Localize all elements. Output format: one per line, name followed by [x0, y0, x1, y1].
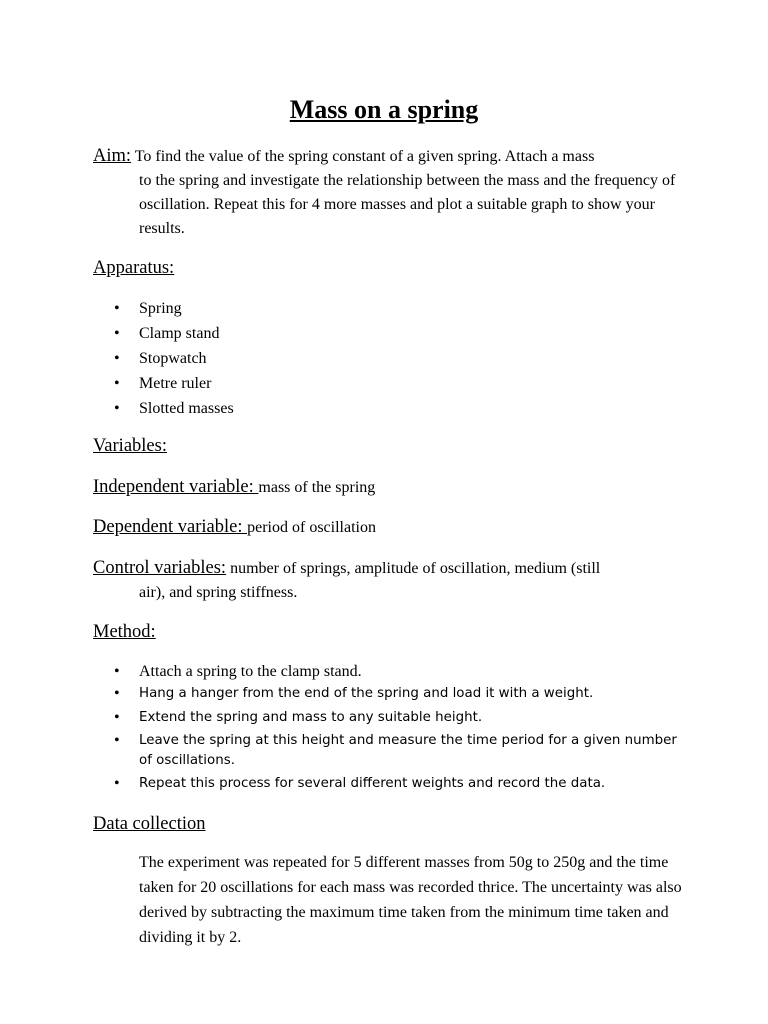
control-variables: [93, 556, 693, 605]
list-item: • Metre ruler: [0, 371, 234, 396]
data-collection-heading: Data collection: [93, 814, 206, 834]
data-collection-text: The experiment was repeated for 5 different masses from 50g to 250g and the time taken for 20 oscillations for each mass was recorded thrice. The uncertainty was also derived by subtracting the maximum time taken from the minimum time taken and dividing it by 2.: [139, 854, 682, 946]
list-item: • Repeat this process for several different weights and record the data.: [114, 774, 606, 792]
control-first: number of springs, amplitude of oscillation, medium (still: [226, 560, 601, 577]
list-item: • Hang a hanger from the end of the spring and load it with a weight.: [114, 685, 594, 702]
method-list: [0, 659, 680, 797]
bullet-icon: •: [114, 774, 120, 792]
dependent-label: Dependent variable:: [93, 517, 248, 537]
dependent-value: period of oscillation: [247, 519, 376, 536]
aim-text-first: To find the value of the spring constant of a given spring. Attach a mass: [134, 148, 595, 165]
control-rest: air), and spring stiffness.: [139, 584, 298, 601]
bullet-icon: •: [114, 685, 120, 702]
independent-label: Independent variable:: [93, 477, 259, 497]
list-item: • Slotted masses: [0, 396, 234, 421]
independent-value: mass of the spring: [258, 479, 376, 496]
variables-heading: Variables:: [93, 436, 167, 456]
bullet-icon: •: [114, 400, 120, 417]
independent-variable: [93, 475, 375, 500]
bullet-icon: •: [114, 708, 120, 726]
list-item: • Stopwatch: [0, 346, 234, 371]
bullet-icon: •: [114, 663, 120, 680]
apparatus-list: [0, 296, 234, 421]
aim-text-rest: to the spring and investigate the relationship between the mass and the frequency of oscillation. Repeat this for 4 more masses and plot a suitable graph to show your results.: [139, 172, 676, 237]
method-heading: Method:: [93, 622, 156, 642]
apparatus-heading: Apparatus:: [93, 258, 175, 278]
bullet-icon: •: [114, 350, 120, 367]
list-item: • Spring: [0, 296, 234, 321]
page-title: Mass on a spring: [289, 95, 479, 124]
bullet-icon: •: [114, 300, 120, 317]
list-item: • Extend the spring and mass to any suitable height.: [114, 708, 483, 726]
list-item: • Attach a spring to the clamp stand.: [0, 659, 680, 684]
bullet-icon: •: [114, 732, 120, 749]
bullet-icon: •: [114, 325, 120, 342]
list-item: • Leave the spring at this height and measure the time period for a given number of oscillations.: [114, 732, 677, 768]
control-label: Control variables:: [93, 558, 227, 578]
list-item: • Clamp stand: [0, 321, 234, 346]
aim-label: Aim:: [93, 146, 132, 166]
dependent-variable: [93, 515, 376, 540]
aim-section: [93, 144, 693, 241]
bullet-icon: •: [114, 375, 120, 392]
